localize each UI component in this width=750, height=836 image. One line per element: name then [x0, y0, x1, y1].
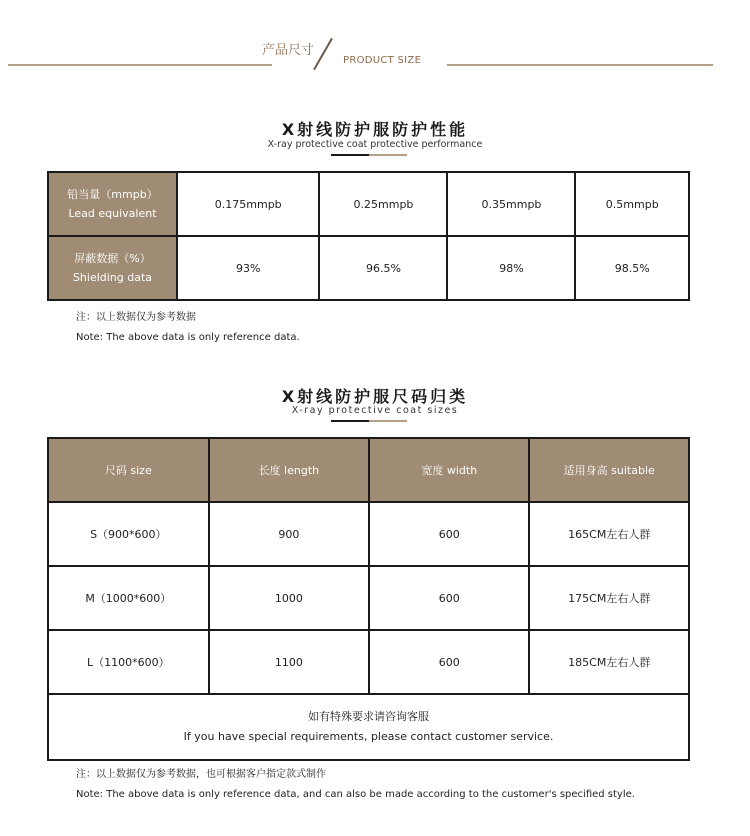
table-cell: 165CM左右人群: [529, 502, 689, 566]
row-header-label-en: Shielding data: [72, 271, 153, 284]
performance-table: [47, 171, 690, 301]
note-cn: 注：以上数据仅为参考数据，也可根据客户指定款式制作: [76, 769, 326, 780]
table-cell: 93%: [177, 236, 319, 300]
table-cell: 98.5%: [575, 236, 689, 300]
section2-subtitle: X-ray protective coat sizes: [291, 405, 459, 416]
section1-subtitle: X-ray protective coat protective performance: [267, 139, 483, 150]
table-footer-row: [48, 694, 689, 760]
column-header: 长度 length: [209, 438, 369, 502]
table-cell: 0.175mmpb: [177, 172, 319, 236]
table-cell: 900: [209, 502, 369, 566]
row-header-label-cn: 铅当量（mmpb）: [67, 188, 158, 201]
section-header: [0, 0, 750, 90]
row-header-shielding: [48, 236, 177, 300]
column-header: 尺码 size: [48, 438, 209, 502]
table-cell: 98%: [447, 236, 575, 300]
section2-note: [76, 766, 635, 803]
section1-underline-accent: [369, 154, 407, 156]
section1-underline-dark: [331, 154, 369, 156]
footer-cn: 如有特殊要求请咨询客服: [308, 710, 429, 723]
table-cell: 1100: [209, 630, 369, 694]
section2-underline-accent: [369, 420, 407, 422]
header-title-cn: 产品尺寸: [262, 43, 315, 58]
table-row: [48, 236, 689, 300]
note-en: Note: The above data is only reference data.: [76, 332, 300, 343]
table-cell: 175CM左右人群: [529, 566, 689, 630]
row-header-label-cn: 屏蔽数据（%）: [74, 252, 151, 265]
section1-note: [76, 309, 300, 346]
header-slash: [313, 38, 333, 70]
table-cell: 1000: [209, 566, 369, 630]
footer-en: If you have special requirements, please contact customer service.: [183, 730, 554, 743]
column-header: 适用身高 suitable: [529, 438, 689, 502]
header-title-en: PRODUCT SIZE: [343, 55, 422, 66]
section2-underline-dark: [331, 420, 369, 422]
table-footer-cell: [48, 694, 689, 760]
table-cell: 0.35mmpb: [447, 172, 575, 236]
table-cell: 0.25mmpb: [319, 172, 447, 236]
note-en: Note: The above data is only reference data, and can also be made according to the customer's specified style.: [76, 789, 635, 800]
section2-title: X射线防护服尺码归类: [281, 387, 469, 406]
row-header-label-en: Lead equivalent: [68, 207, 157, 220]
table-row: [48, 566, 689, 630]
table-cell: 185CM左右人群: [529, 630, 689, 694]
header-divider-right: [447, 64, 713, 66]
table-cell: 96.5%: [319, 236, 447, 300]
header-divider-left: [8, 64, 272, 66]
table-cell: M（1000*600）: [48, 566, 209, 630]
column-header: 宽度 width: [369, 438, 529, 502]
size-table: [47, 437, 690, 761]
table-row: [48, 172, 689, 236]
table-cell: 600: [369, 502, 529, 566]
section1-title: X射线防护服防护性能: [281, 120, 469, 139]
row-header-lead: [48, 172, 177, 236]
table-cell: L（1100*600）: [48, 630, 209, 694]
table-cell: 0.5mmpb: [575, 172, 689, 236]
table-row: [48, 630, 689, 694]
table-cell: 600: [369, 566, 529, 630]
note-cn: 注：以上数据仅为参考数据: [76, 312, 196, 323]
table-cell: S（900*600）: [48, 502, 209, 566]
table-row: [48, 502, 689, 566]
table-header-row: [48, 438, 689, 502]
table-cell: 600: [369, 630, 529, 694]
